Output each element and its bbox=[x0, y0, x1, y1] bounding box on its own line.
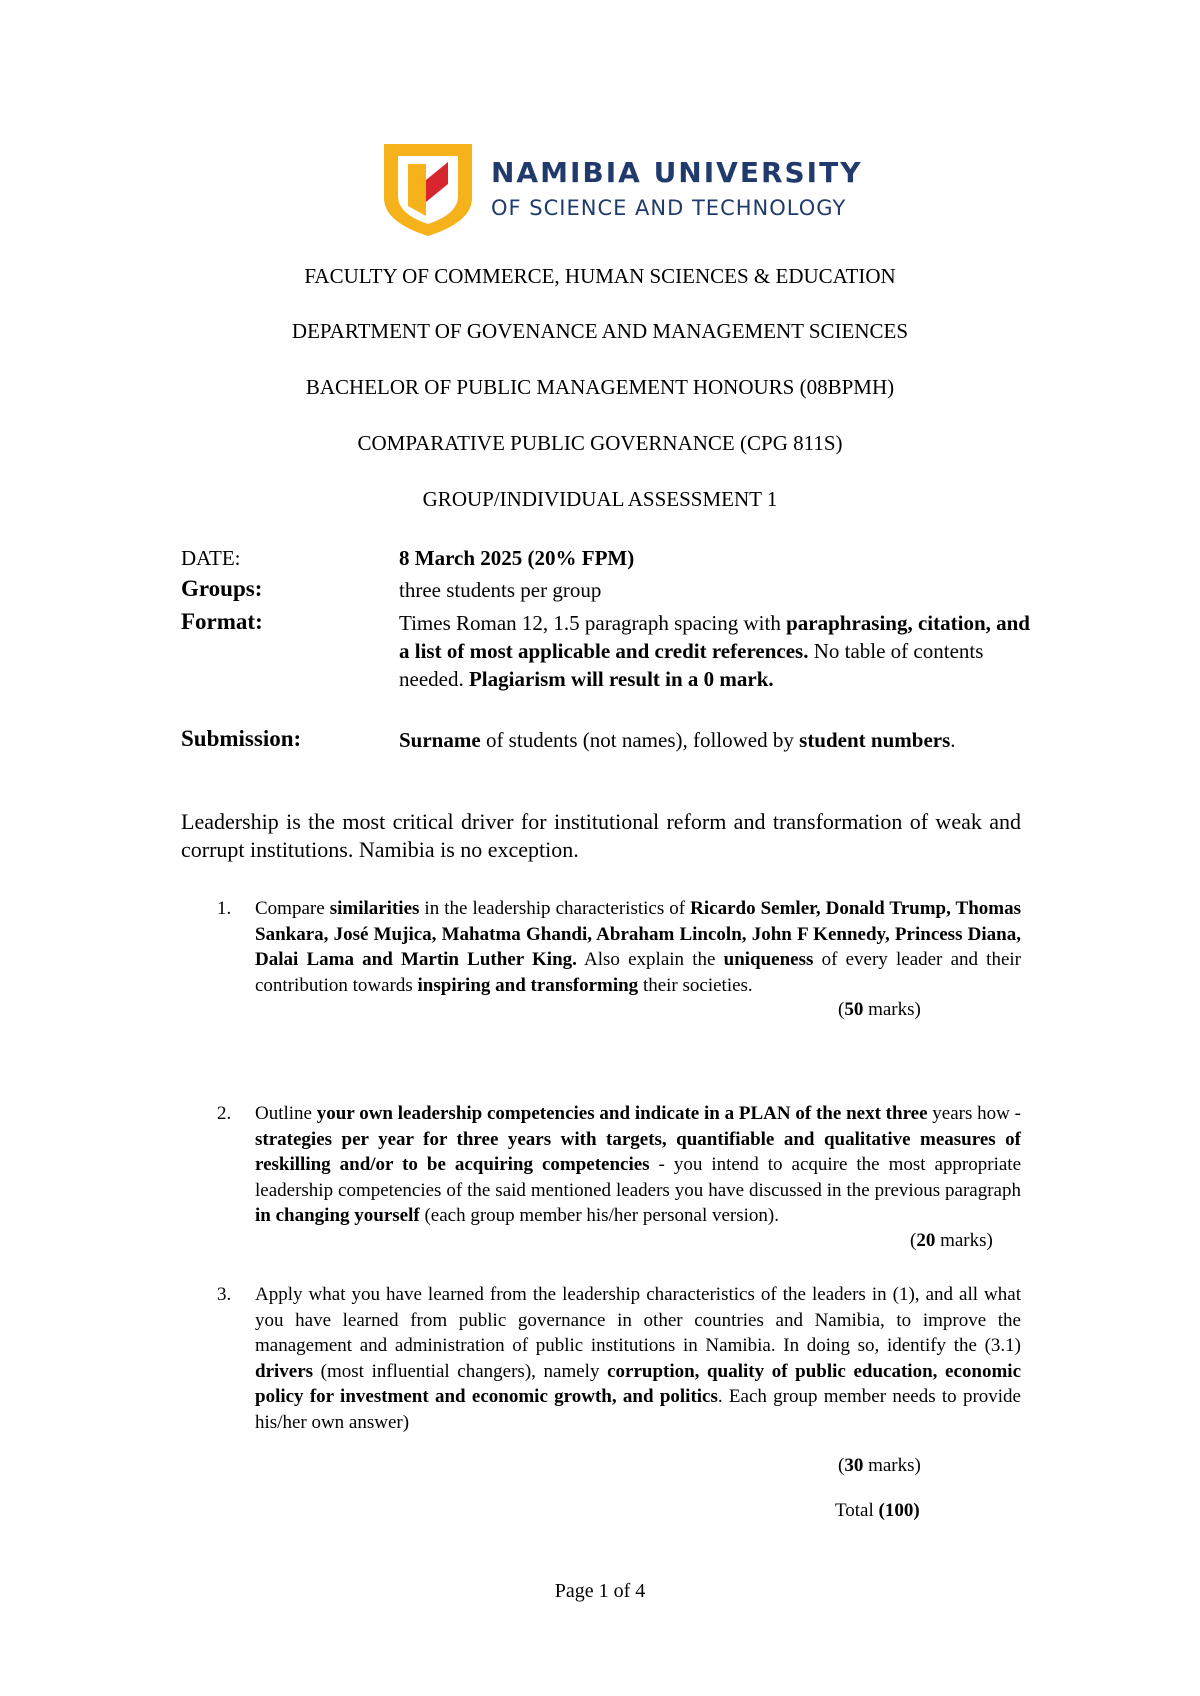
programme-heading: BACHELOR OF PUBLIC MANAGEMENT HONOURS (08BPMH) bbox=[305, 375, 895, 399]
page-number: Page 1 of 4 bbox=[554, 1580, 646, 1602]
submission-value: Surname of students (not names), followed by student numbers. bbox=[399, 728, 956, 752]
logo-title: NAMIBIA UNIVERSITY bbox=[491, 156, 863, 189]
total-marks: Total (100) bbox=[835, 1500, 920, 1521]
question-3 bbox=[181, 1282, 1021, 1435]
question-number: 1. bbox=[217, 898, 232, 919]
question-1-marks: (50 marks) bbox=[838, 999, 921, 1020]
course-heading: COMPARATIVE PUBLIC GOVERNANCE (CPG 811S) bbox=[357, 431, 843, 455]
question-number: 2. bbox=[217, 1103, 232, 1124]
question-1 bbox=[181, 896, 1021, 998]
question-2-marks: (20 marks) bbox=[910, 1230, 993, 1251]
department-heading: DEPARTMENT OF GOVENANCE AND MANAGEMENT SCIENCES bbox=[291, 319, 909, 343]
question-3-marks: (30 marks) bbox=[838, 1455, 921, 1476]
question-text: Outline your own leadership competencies and indicate in a PLAN of the next three years how - strategies per year for three years with targets, quantifiable and qualitative measures of reskilling and/or to be acquiring competencies - you intend to acquire the most appropriate leadership competencies of the said mentioned leaders you have discussed in the previous paragraph in changing yourself (each group member his/her personal version). bbox=[255, 1103, 1022, 1226]
date-label: DATE: bbox=[181, 546, 241, 570]
date-value: 8 March 2025 (20% FPM) bbox=[399, 546, 635, 570]
format-label: Format: bbox=[181, 609, 263, 634]
question-number: 3. bbox=[217, 1284, 232, 1305]
groups-label: Groups: bbox=[181, 576, 263, 601]
university-logo bbox=[378, 140, 863, 238]
format-value: Times Roman 12, 1.5 paragraph spacing with paraphrasing, citation, and a list of most applicable and credit references. No table of contents needed. Plagiarism will result in a 0 mark. bbox=[399, 611, 1030, 691]
question-text: Compare similarities in the leadership characteristics of Ricardo Semler, Donald Trump, Thomas Sankara, José Mujica, Mahatma Ghandi, Abraham Lincoln, John F Kennedy, Princess Diana, Dalai Lama and Martin Luther King. Also explain the uniqueness of every leader and their contribution towards inspiring and transforming their societies. bbox=[255, 898, 1021, 996]
groups-value: three students per group bbox=[399, 578, 602, 602]
assessment-heading: GROUP/INDIVIDUAL ASSESSMENT 1 bbox=[422, 487, 778, 511]
faculty-heading: FACULTY OF COMMERCE, HUMAN SCIENCES & EDUCATION bbox=[304, 264, 896, 288]
logo-subtitle: OF SCIENCE AND TECHNOLOGY bbox=[491, 196, 847, 220]
question-text: Apply what you have learned from the leadership characteristics of the leaders in (1), and all what you have learned from public governance in other countries and Namibia, to improve the management and administration of public institutions in Namibia. In doing so, identify the (3.1) drivers (most influential changers), namely corruption, quality of public education, economic policy for investment and economic growth, and politics. Each group member needs to provide his/her own answer) bbox=[255, 1284, 1021, 1433]
shield-logo-icon bbox=[378, 140, 478, 238]
submission-label: Submission: bbox=[181, 726, 302, 751]
question-2 bbox=[181, 1101, 1021, 1229]
intro-paragraph: Leadership is the most critical driver for institutional reform and transformation of weak and corrupt institutions. Namibia is no exception. bbox=[181, 809, 1021, 862]
